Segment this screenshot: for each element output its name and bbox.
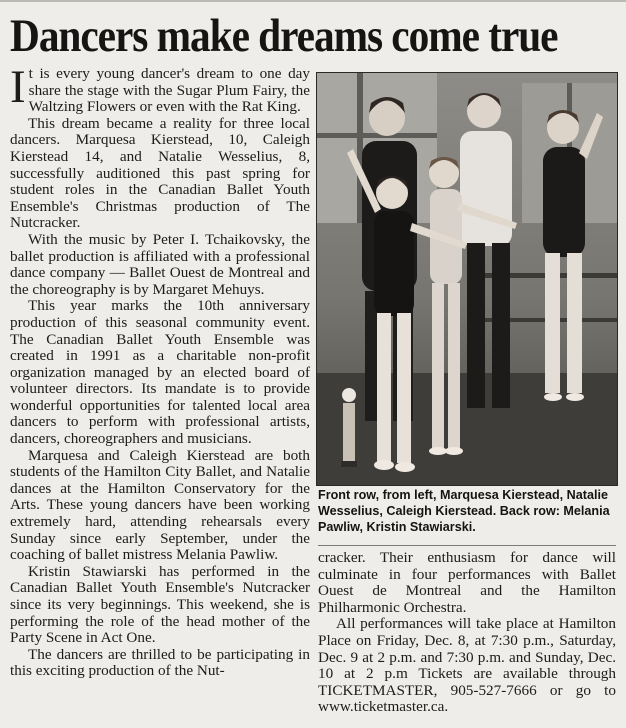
paragraph-text: t is every young dancer's dream to one day share the stage with the Sugar Plum Fairy, the Waltzing Flowers or even with the Rat King.: [28, 65, 310, 116]
article-paragraph: cracker. Their enthusiasm for dance will culminate in four performances with Ballet Ouest de Montreal and the Hamilton Philharmonic Orchestra.: [318, 549, 616, 616]
article-paragraph: The dancers are thrilled to be participating in this exciting production of the Nut-: [10, 645, 310, 680]
article-column-left: [10, 61, 310, 680]
article-paragraph: [10, 61, 310, 116]
article-paragraph: All performances will take place at Hamilton Place on Friday, Dec. 8, at 7:30 p.m., Saturday, Dec. 9 at 2 p.m. and 7:30 p.m. and Sunday, Dec. 10 at 2 p.m Tickets are available through TICKETMASTER, 905-527-7666 or go to www.ticketmaster.ca.: [318, 615, 616, 716]
article-paragraph: With the music by Peter I. Tchaikovsky, the ballet production is affiliated with a professional dance company — Ballet Ouest de Montreal and the choreography is by Margaret Mehuys.: [10, 230, 310, 298]
headline: Dancers make dreams come true: [10, 10, 558, 62]
photo-illustration: [317, 73, 617, 485]
article-paragraph: This dream became a reality for three local dancers. Marquesa Kierstead, 10, Caleigh Kierstead 14, and Natalie Wesselius, 8, successfully auditioned this past spring for student roles in the Canadian Ballet Youth Ensemble's Christmas production of The Nutcracker.: [10, 114, 310, 232]
article-paragraph: Kristin Stawiarski has performed in the Canadian Ballet Youth Ensemble's Nutcracker since its very beginnings. This weekend, she is performing the role of the head mother of the Party Scene in Act One.: [10, 562, 310, 647]
article-paragraph: This year marks the 10th anniversary production of this seasonal community event. The Canadian Ballet Youth Ensemble was created in 1991 as a charitable non-profit organization managed by an elected board of volunteer directors. Its mandate is to provide wonderful opportunities for talented local area dancers to perform with professional artists, dancers, choreographers and musicians.: [10, 297, 310, 448]
caption-divider: [318, 545, 616, 546]
drop-cap: I: [10, 61, 26, 113]
article-paragraph: Marquesa and Caleigh Kierstead are both students of the Hamilton City Ballet, and Natalie dances at the Hamilton Conservatory for the Arts. These young dancers have been working extremely hard, attending rehearsals every Sunday since early September, under the coaching of ballet mistress Melania Pawliw.: [10, 446, 310, 564]
top-rule: [0, 0, 626, 2]
dancers-photo: [316, 72, 618, 486]
article-column-right: [318, 550, 616, 716]
photo-caption: Front row, from left, Marquesa Kierstead, Natalie Wesselius, Caleigh Kierstead. Back row: Melania Pawliw, Kristin Stawiarski.: [318, 488, 610, 534]
